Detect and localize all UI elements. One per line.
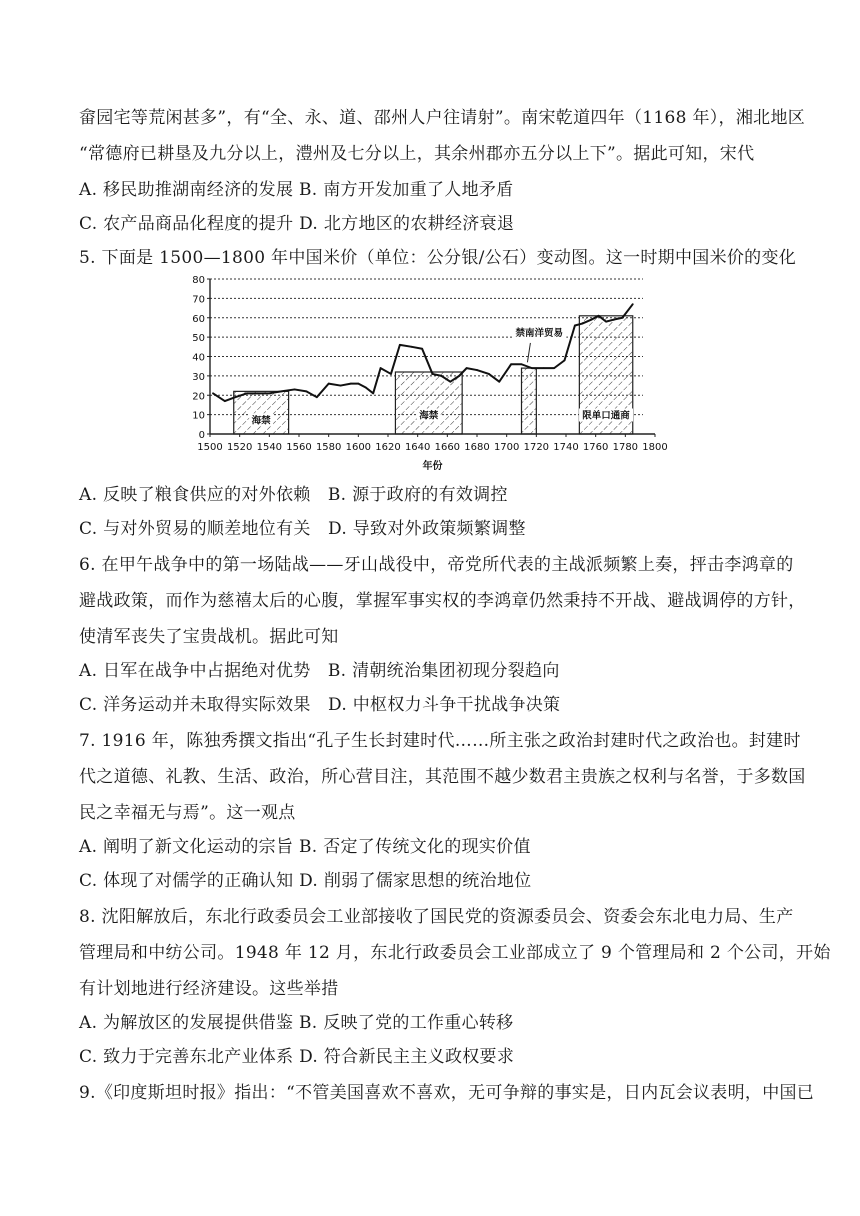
period-label: 海禁 xyxy=(251,415,271,427)
y-tick-label: 60 xyxy=(192,313,205,325)
data-point xyxy=(234,396,236,398)
data-point xyxy=(268,392,270,394)
data-point xyxy=(212,392,214,394)
data-point xyxy=(466,367,468,369)
data-point xyxy=(432,373,434,375)
data-point xyxy=(621,317,623,319)
data-point xyxy=(449,381,451,383)
data-point xyxy=(458,375,460,377)
x-tick-label: 1700 xyxy=(493,442,520,453)
x-tick-label: 1620 xyxy=(375,442,401,453)
y-tick-label: 40 xyxy=(192,352,205,364)
x-tick-label: 1580 xyxy=(315,442,342,453)
period-label: 海禁 xyxy=(419,410,439,422)
x-tick-label: 1800 xyxy=(642,442,668,453)
text-line: 避战政策，而作为慈禧太后的心腹，掌握军事实权的李鸿章仍然秉持不开战、避战调停的方针， xyxy=(79,591,806,611)
x-tick-label: 1520 xyxy=(226,442,253,453)
data-point xyxy=(488,373,490,375)
x-tick-label: 1780 xyxy=(612,442,639,453)
data-point xyxy=(581,323,583,325)
data-point xyxy=(421,348,423,350)
x-tick-label: 1640 xyxy=(404,442,431,453)
option-line: C. 洋务运动并未取得实际效果 D. 中枢权力斗争干扰战争决策 xyxy=(79,695,561,715)
rice-price-chart-svg xyxy=(190,269,670,474)
data-point xyxy=(574,325,576,327)
x-tick-label: 1760 xyxy=(582,442,609,453)
option-line: C. 农产品商品化程度的提升 D. 北方地区的农耕经济衰退 xyxy=(79,214,515,234)
data-point xyxy=(510,363,512,365)
text-line: 使清军丧失了宝贵战机。据此可知 xyxy=(79,627,339,647)
data-point xyxy=(543,367,545,369)
y-tick-label: 10 xyxy=(192,410,205,422)
option-line: A. 移民助推湖南经济的发展 B. 南方开发加重了人地矛盾 xyxy=(79,180,514,200)
annotation-leader xyxy=(527,343,530,362)
data-point xyxy=(357,383,359,385)
option-line: A. 为解放区的发展提供借鉴 B. 反映了党的工作重心转移 xyxy=(79,1013,514,1033)
text-line: “常德府已耕垦及九分以上，澧州及七分以上，其余州郡亦五分以上下”。据此可知，宋代 xyxy=(79,144,755,164)
option-line: A. 日军在战争中占据绝对优势 B. 清朝统治集团初现分裂趋向 xyxy=(79,661,560,681)
data-point xyxy=(553,367,555,369)
period-label: 限单口通商 xyxy=(582,410,630,422)
option-line: A. 阐明了新文化运动的宗旨 B. 否定了传统文化的现实价值 xyxy=(79,837,531,857)
data-point xyxy=(390,373,392,375)
data-point xyxy=(564,359,566,361)
data-point xyxy=(521,363,523,365)
data-point xyxy=(294,389,296,391)
data-point xyxy=(441,375,443,377)
x-tick-label: 1560 xyxy=(286,442,312,453)
question-stem: 9.《印度斯坦时报》指出：“不管美国喜欢不喜欢，无可争辩的事实是，日内瓦会议表明，中国已 xyxy=(79,1083,815,1103)
data-point xyxy=(476,369,478,371)
data-point xyxy=(598,315,600,317)
x-axis-label: 年份 xyxy=(422,461,443,472)
text-line: 畲园宅等荒闲甚多”，有“全、永、道、邵州人户往请射”。南宋乾道四年（1168 年），湘北地区 xyxy=(79,108,806,128)
data-point xyxy=(365,387,367,389)
x-tick-label: 1500 xyxy=(197,442,223,453)
data-point xyxy=(306,390,308,392)
data-point xyxy=(280,390,282,392)
x-tick-label: 1740 xyxy=(553,442,579,453)
option-line: C. 体现了对儒学的正确认知 D. 削弱了儒家思想的统治地位 xyxy=(79,871,532,891)
data-point xyxy=(605,321,607,323)
x-tick-label: 1720 xyxy=(523,442,550,453)
text-line: 代之道德、礼教、生活、政治，所心营目注，其范围不越少数君主贵族之权利与名誉，于多数国 xyxy=(79,767,806,787)
data-point xyxy=(246,392,248,394)
data-point xyxy=(328,383,330,385)
y-tick-label: 0 xyxy=(198,430,205,441)
period-label: 禁南洋贸易 xyxy=(515,328,564,340)
data-point xyxy=(257,392,259,394)
question-stem: 6. 在甲午战争中的第一场陆战——牙山战役中，帝党所代表的主战派频繁上奏，抨击李鸿章的 xyxy=(79,555,794,575)
option-line: C. 与对外贸易的顺差地位有关 D. 导致对外政策频繁调整 xyxy=(79,519,526,539)
data-point xyxy=(399,344,401,346)
data-point xyxy=(498,381,500,383)
y-tick-label: 20 xyxy=(192,391,205,403)
data-point xyxy=(316,396,318,398)
option-line: C. 致力于完善东北产业体系 D. 符合新民主主义政权要求 xyxy=(79,1047,515,1067)
text-line: 管理局和中纺公司。1948 年 12 月，东北行政委员会工业部成立了 9 个管理局和 2 个公司，开始 xyxy=(79,943,831,963)
text-line: 民之幸福无与焉”。这一观点 xyxy=(79,803,296,823)
data-point xyxy=(350,383,352,385)
data-point xyxy=(340,385,342,387)
data-point xyxy=(531,367,533,369)
question-stem: 5. 下面是 1500—1800 年中国米价（单位：公分银/公石）变动图。这一时期中国米价的变化 xyxy=(79,248,797,268)
x-tick-label: 1540 xyxy=(256,442,283,453)
rice-price-chart xyxy=(190,269,670,474)
y-tick-label: 70 xyxy=(192,294,205,306)
y-tick-label: 80 xyxy=(192,275,205,286)
x-tick-label: 1680 xyxy=(464,442,490,453)
question-stem: 8. 沈阳解放后，东北行政委员会工业部接收了国民党的资源委员会、资委会东北电力局、生产 xyxy=(79,907,794,927)
data-point xyxy=(411,346,413,348)
data-point xyxy=(613,319,615,321)
x-tick-label: 1600 xyxy=(345,442,372,453)
data-point xyxy=(372,392,374,394)
data-point xyxy=(224,400,226,402)
shaded-period xyxy=(234,391,289,434)
data-point xyxy=(380,367,382,369)
x-tick-label: 1660 xyxy=(434,442,461,453)
data-point xyxy=(590,319,592,321)
y-tick-label: 30 xyxy=(192,371,205,383)
option-line: A. 反映了粮食供应的对外依赖 B. 源于政府的有效调控 xyxy=(79,485,508,505)
question-stem: 7. 1916 年，陈独秀撰文指出“孔子生长封建时代……所主张之政治封建时代之政治也。封建时 xyxy=(79,731,801,751)
text-line: 有计划地进行经济建设。这些举措 xyxy=(79,979,339,999)
data-point xyxy=(632,303,634,305)
y-tick-label: 50 xyxy=(192,333,205,345)
shaded-period xyxy=(522,368,537,434)
